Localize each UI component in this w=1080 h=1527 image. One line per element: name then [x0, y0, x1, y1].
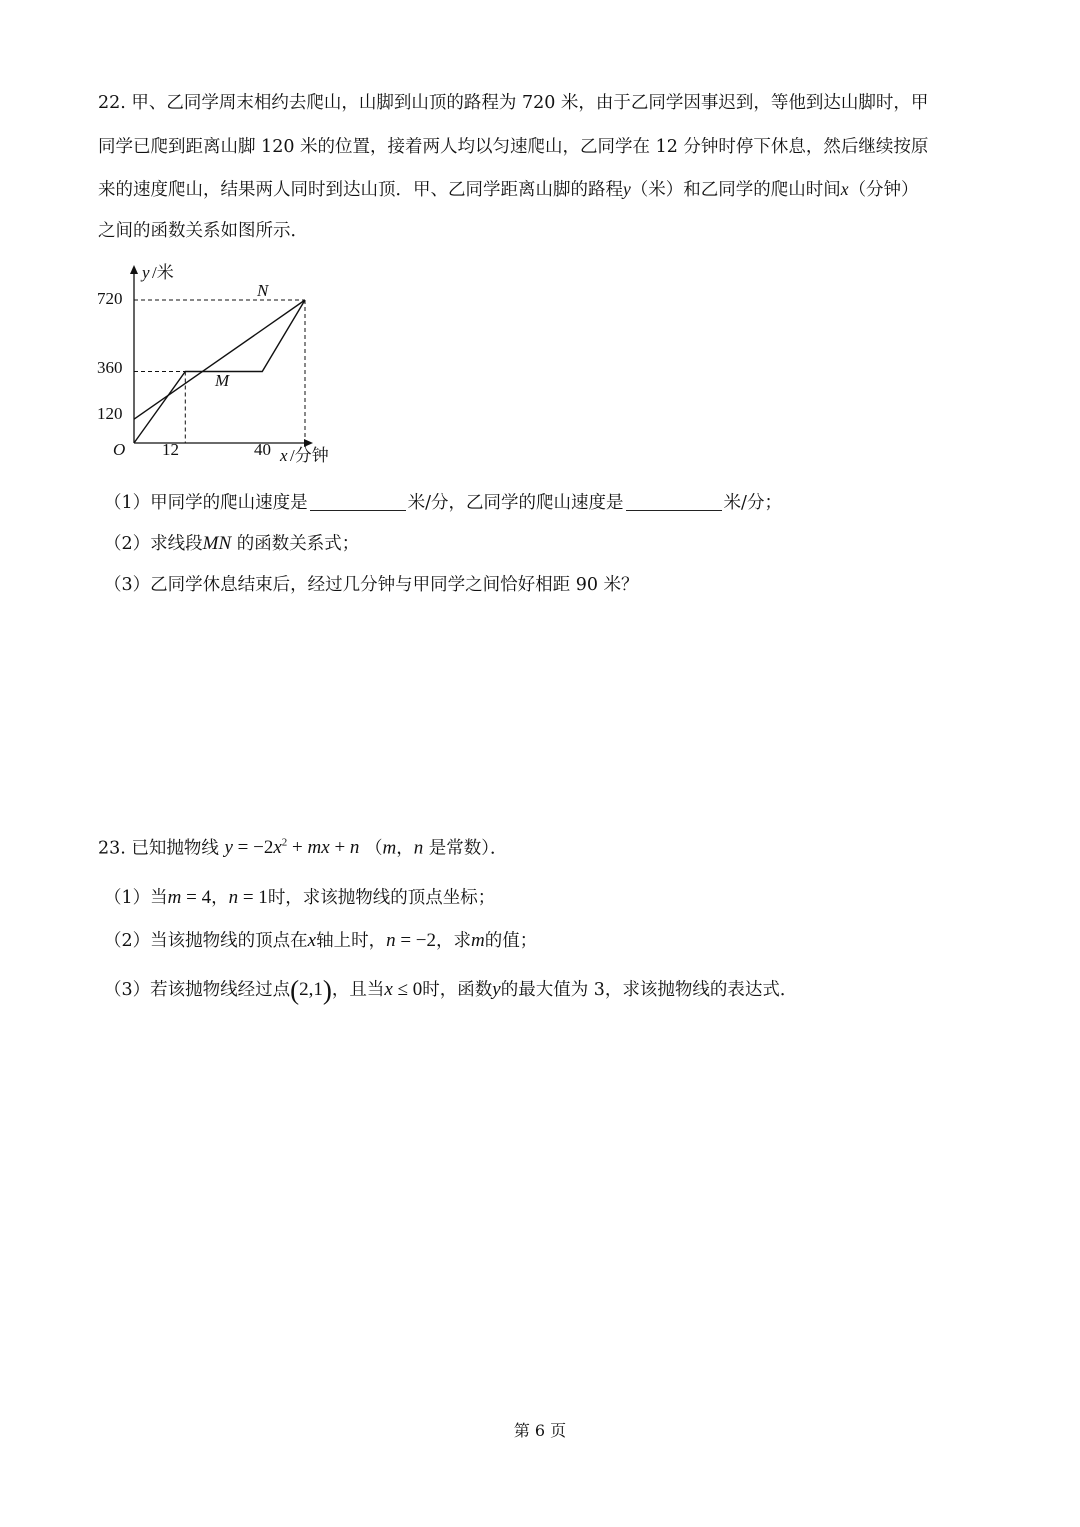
q22-part-3: （3）乙同学休息结束后，经过几分钟与甲同学之间恰好相距 90 米？ [104, 575, 639, 595]
q23-intro-m: m [382, 837, 397, 859]
q23-intro-text: 23. 已知抛物线 [98, 838, 219, 859]
q23-part-3-cond [384, 979, 422, 1000]
parabola-formula [224, 837, 359, 858]
answer-blank-1[interactable] [310, 492, 406, 511]
q23-part-3 [104, 977, 797, 1004]
q23-part-1-sep: ， [211, 888, 229, 908]
q23-part-2-text-a: （2）当该抛物线的顶点在 [104, 931, 308, 951]
q23-part-1-m-val: = 4 [181, 887, 212, 908]
q22-part-2-text-a: （2）求线段 [104, 534, 203, 554]
answer-blank-2[interactable] [626, 492, 722, 511]
formula-x: x [273, 837, 282, 859]
y-axis-label-unit: /米 [152, 263, 174, 282]
q23-part-3-x: x [384, 979, 393, 1000]
page-footer: 第 6 页 [513, 1421, 567, 1440]
q23-part-1-m: m [167, 887, 182, 908]
point-N-label: N [257, 281, 269, 300]
q22-line-3-text-a: 来的速度爬山，结果两人同时到达山顶．甲、乙同学距离山脚的路程 [98, 180, 623, 200]
formula-y: y [224, 837, 233, 859]
q23-intro-tail-b: ， [396, 838, 414, 859]
q23-part-2-text-b: 轴上时， [316, 931, 387, 951]
x-axis-label-var: x [280, 446, 288, 465]
q23-intro-n: n [413, 837, 424, 859]
q22-line-3-text-c: （分钟） [848, 180, 919, 200]
formula-n: n [349, 837, 360, 859]
y-tick-360: 360 [97, 358, 123, 377]
q22-line-3-text-b: （米）和乙同学的爬山时间 [630, 180, 841, 200]
y-tick-120: 120 [97, 404, 123, 423]
origin-label: O [113, 440, 126, 459]
q23-intro [98, 838, 508, 858]
x-tick-40: 40 [254, 440, 271, 459]
q22-part-2-text-b: 的函数关系式； [231, 534, 360, 554]
q22-var-y: y [623, 179, 631, 199]
distance-time-graph [94, 258, 354, 468]
q22-part-1 [104, 492, 782, 513]
formula-m: m [307, 837, 322, 859]
q23-part-3-text-b: ，且当 [331, 980, 385, 1000]
q23-part-1-cond-m [168, 887, 211, 908]
formula-x2: x [321, 837, 330, 859]
q23-point: 2,1 [299, 979, 323, 1000]
q23-part-1-n: n [228, 887, 239, 908]
point-close-paren: ) [322, 975, 332, 1005]
q22-part-1-text-b: 米/分，乙同学的爬山速度是 [407, 493, 624, 513]
q23-part-3-cond-val: ≤ 0 [392, 979, 423, 1000]
formula-plus-2: + [329, 837, 350, 859]
q23-part-2-m: m [471, 930, 485, 951]
q22-part-2 [104, 534, 359, 554]
q23-part-2-text-c: ，求 [436, 931, 472, 951]
formula-square: 2 [281, 837, 288, 849]
x-axis-label-unit: /分钟 [290, 446, 329, 465]
q23-part-1-cond-n [229, 887, 268, 908]
series-line-1 [134, 300, 305, 419]
point-M-label: M [215, 371, 230, 390]
q22-line-1: 22. 甲、乙同学周末相约去爬山，山脚到山顶的路程为 720 米，由于乙同学因事迟到，等他到达山脚时，甲 [98, 93, 929, 113]
q23-part-2 [104, 931, 537, 951]
point-open-paren: ( [290, 975, 300, 1005]
y-axis-arrow-icon [130, 265, 138, 274]
q23-part-3-y: y [492, 979, 501, 1000]
q23-part-2-n: n [386, 930, 396, 951]
q23-part-3-text-a: （3）若该抛物线经过点 [104, 980, 291, 1000]
q23-part-1-text-a: （1）当 [104, 888, 168, 908]
x-tick-12: 12 [162, 440, 179, 459]
q23-part-2-x: x [307, 930, 317, 951]
q23-part-1-n-val: = 1 [238, 887, 268, 908]
q23-part-1-text-b: 时，求该抛物线的顶点坐标； [267, 888, 496, 908]
q22-var-x: x [840, 179, 849, 199]
formula-plus-1: + [287, 837, 308, 859]
q23-intro-tail-c: 是常数）． [423, 838, 508, 859]
q22-part-1-text-a: （1）甲同学的爬山速度是 [104, 493, 308, 513]
q23-part-2-text-d: 的值； [484, 931, 538, 951]
q22-line-4: 之间的函数关系如图所示． [98, 221, 308, 241]
q23-intro-tail-a: （ [364, 838, 383, 859]
q23-part-1 [104, 888, 495, 908]
q23-part-3-text-c: 时，函数 [422, 980, 493, 1000]
y-axis-label-var: y [142, 263, 150, 282]
q22-line-3 [98, 181, 919, 200]
q22-line-2: 同学已爬到距离山脚 120 米的位置，接着两人均以匀速爬山，乙同学在 12 分钟时停下休息，然后继续按原 [98, 137, 929, 157]
segment-mn: MN [202, 533, 232, 554]
formula-eq: = −2 [232, 837, 274, 859]
q23-part-2-n-val: = −2 [395, 930, 437, 951]
y-tick-720: 720 [97, 289, 123, 308]
q22-part-1-text-c: 米/分； [723, 493, 782, 513]
q23-part-2-cond [386, 930, 436, 951]
q23-part-3-text-d: 的最大值为 3，求该抛物线的表达式． [500, 980, 798, 1000]
